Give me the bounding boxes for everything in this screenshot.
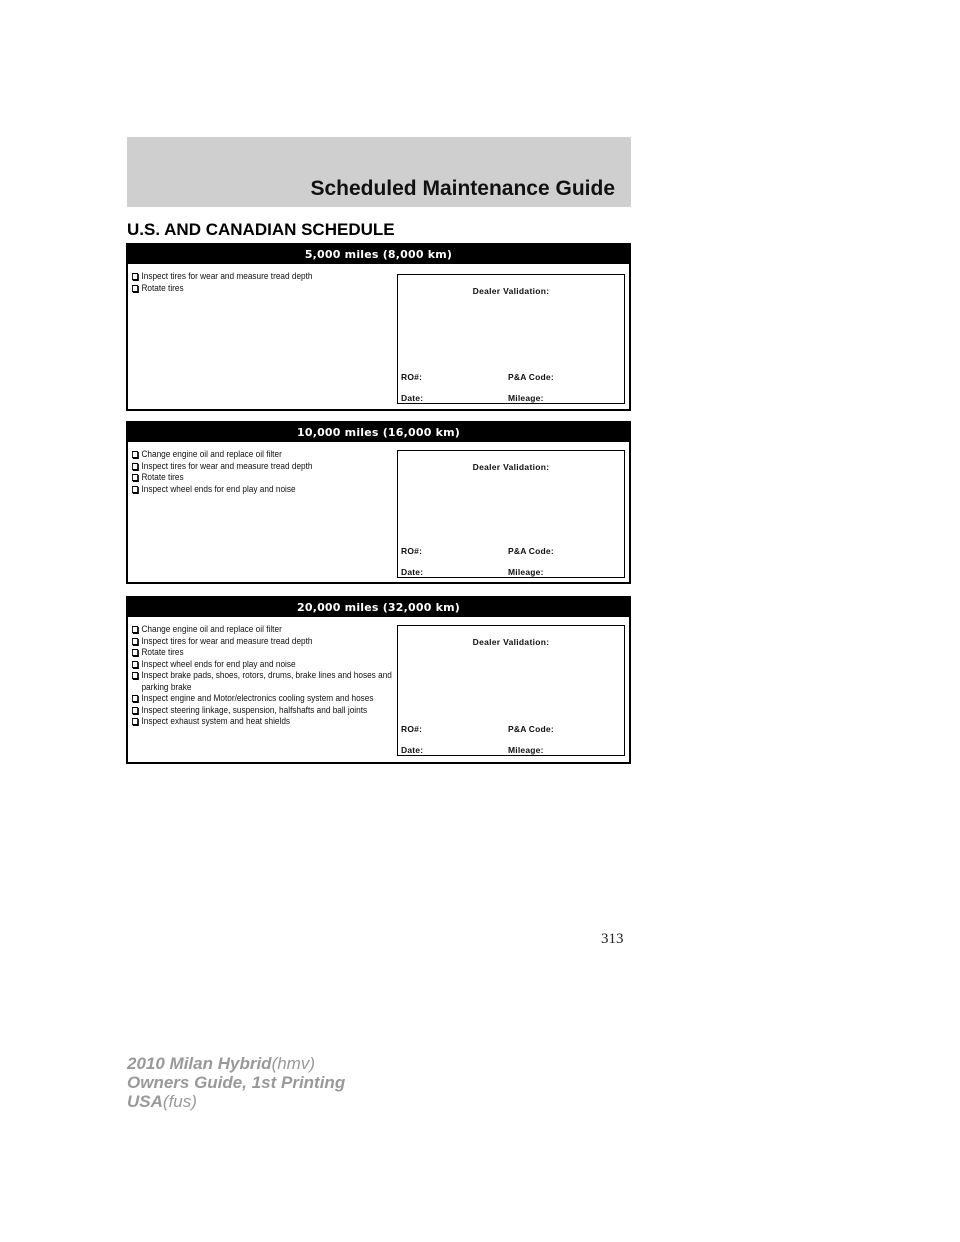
maintenance-block-10000: [126, 421, 631, 584]
ro-label: RO#:: [401, 546, 423, 556]
task-item: Change engine oil and replace oil filter: [132, 624, 396, 636]
task-item: Inspect engine and Motor/electronics cooling system and hoses: [132, 693, 396, 705]
checkbox[interactable]: [132, 707, 138, 714]
mileage-label: Mileage:: [508, 567, 544, 577]
mileage-label: Mileage:: [508, 393, 544, 403]
dealer-validation-title: Dealer Validation:: [472, 637, 550, 647]
checkbox[interactable]: [132, 463, 138, 470]
page-number: 313: [601, 931, 624, 947]
dealer-validation-box: [397, 274, 625, 404]
interval-header: 5,000 miles (8,000 km): [128, 245, 629, 264]
task-item: Change engine oil and replace oil filter: [132, 449, 396, 461]
footer-market-code: (fus): [162, 1092, 197, 1111]
pa-code-label: P&A Code:: [508, 372, 554, 382]
task-list: [132, 449, 394, 495]
checkbox[interactable]: [132, 718, 138, 725]
task-item: Rotate tires: [132, 283, 396, 295]
checkbox[interactable]: [132, 273, 138, 280]
task-list: [132, 271, 394, 294]
checkbox[interactable]: [132, 638, 138, 645]
footer-line-market: USA(fus): [127, 1092, 197, 1111]
dealer-validation-title: Dealer Validation:: [472, 286, 550, 296]
checkbox[interactable]: [132, 486, 138, 493]
mileage-label: Mileage:: [508, 745, 544, 755]
dealer-validation-box: [397, 450, 625, 578]
task-item: Inspect wheel ends for end play and noise: [132, 659, 396, 671]
task-item: Rotate tires: [132, 647, 396, 659]
maintenance-block-20000: [126, 596, 631, 764]
task-item: Inspect tires for wear and measure tread depth: [132, 271, 396, 283]
task-item: Inspect brake pads, shoes, rotors, drums, brake lines and hoses and parking brake: [132, 670, 396, 693]
task-item: Inspect steering linkage, suspension, halfshafts and ball joints: [132, 705, 396, 717]
interval-header: 20,000 miles (32,000 km): [128, 598, 629, 617]
checkbox[interactable]: [132, 285, 138, 292]
checkbox[interactable]: [132, 672, 138, 679]
checkbox[interactable]: [132, 649, 138, 656]
task-item: Inspect wheel ends for end play and noise: [132, 484, 396, 496]
section-heading: U.S. AND CANADIAN SCHEDULE: [127, 220, 395, 239]
maintenance-block-5000: [126, 243, 631, 411]
footer-line-model: 2010 Milan Hybrid(hmv): [127, 1054, 316, 1073]
ro-label: RO#:: [401, 724, 423, 734]
footer-model-code: (hmv): [271, 1054, 316, 1073]
dealer-validation-box: [397, 625, 625, 756]
task-item: Inspect tires for wear and measure tread depth: [132, 461, 396, 473]
interval-header: 10,000 miles (16,000 km): [128, 423, 629, 442]
task-list: [132, 624, 394, 728]
page-header-title: Scheduled Maintenance Guide: [310, 177, 615, 200]
task-item: Rotate tires: [132, 472, 396, 484]
pa-code-label: P&A Code:: [508, 724, 554, 734]
dealer-validation-title: Dealer Validation:: [472, 462, 550, 472]
checkbox[interactable]: [132, 474, 138, 481]
checkbox[interactable]: [132, 451, 138, 458]
ro-label: RO#:: [401, 372, 423, 382]
header-band: [127, 137, 631, 207]
task-item: Inspect exhaust system and heat shields: [132, 716, 396, 728]
checkbox[interactable]: [132, 661, 138, 668]
footer-imprint: [127, 1054, 345, 1111]
checkbox[interactable]: [132, 695, 138, 702]
pa-code-label: P&A Code:: [508, 546, 554, 556]
date-label: Date:: [401, 567, 424, 577]
date-label: Date:: [401, 745, 424, 755]
footer-line-printing: Owners Guide, 1st Printing: [127, 1073, 346, 1092]
task-item: Inspect tires for wear and measure tread depth: [132, 636, 396, 648]
date-label: Date:: [401, 393, 424, 403]
checkbox[interactable]: [132, 626, 138, 633]
